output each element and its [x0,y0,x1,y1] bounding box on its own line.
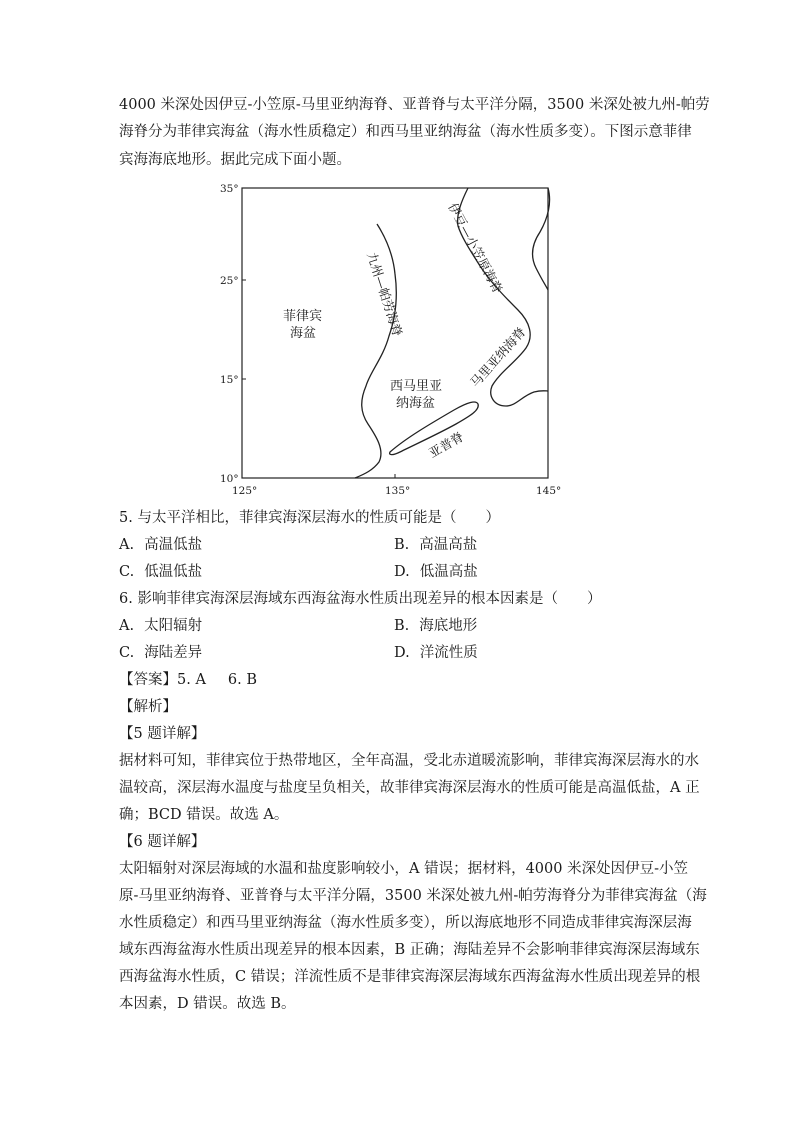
label-west-mariana-2: 纳海盆 [396,396,436,411]
izu-mariana-ridge-line [458,188,548,406]
intro-line-1: 4000 米深处因伊豆-小笠原-马里亚纳海脊、亚普脊与太平洋分隔，3500 米深处被九州-帕劳 [119,97,710,113]
answer-q6: 6. B [227,672,258,688]
detail-5-line-3: 确；BCD 错误。故选 A。 [119,807,289,823]
q6-option-d[interactable] [394,643,478,663]
pacific-side-line [533,188,550,290]
q6-option-c-text: 海陆差异 [144,645,203,661]
label-philippine-basin-2: 海盆 [290,326,317,341]
label-kyushu-palau-ridge: 九州—帕劳海脊 [364,250,406,339]
q6-option-c[interactable] [119,643,202,663]
label-philippine-basin-1: 菲律宾 [283,309,323,324]
answer-tag: 【答案】 [119,672,177,688]
analysis-tag: 【解析】 [119,699,177,715]
intro-line-2: 海脊分为菲律宾海盆（海水性质稳定）和西马里亚纳海盆（海水性质多变）。下图示意菲律 [119,124,692,140]
q5-option-b-text: 高温高盐 [419,537,478,553]
x-tick-125: 125° [232,485,258,497]
detail-6-line-4: 域东西海盆海水性质出现差异的根本因素，B 正确；海陆差异不会影响菲律宾海深层海域东 [119,942,700,958]
intro-line-3: 宾海海底地形。据此完成下面小题。 [119,152,351,168]
y-tick-15: 15° [220,374,239,386]
label-yap-ridge: 亚普脊 [426,428,466,461]
q6-option-a-label: A. [119,618,135,634]
q6-option-b-label: B. [394,618,410,634]
label-mariana-ridge: 马里亚纳海脊 [467,324,529,391]
label-izu-ogasawara-ridge: 伊豆—小笠原海脊 [445,200,506,296]
detail-6-line-2: 原-马里亚纳海脊、亚普脊与太平洋分隔，3500 米深处被九州-帕劳海脊分为菲律宾海盆（海 [119,888,707,904]
q6-option-c-label: C. [119,645,135,661]
q6-option-d-label: D. [394,645,410,661]
q5-option-c[interactable] [119,562,202,582]
question-5-stem: 5. 与太平洋相比，菲律宾海深层海水的性质可能是（ ） [119,510,500,526]
q6-option-d-text: 洋流性质 [419,645,478,661]
detail-5-tag: 【5 题详解】 [119,726,206,742]
q5-option-d-label: D. [394,564,410,580]
q5-option-c-text: 低温低盐 [144,564,203,580]
q5-option-b[interactable] [394,535,477,555]
y-tick-35: 35° [220,183,239,195]
y-tick-25: 25° [220,275,239,287]
q6-option-b-text: 海底地形 [419,618,478,634]
question-6-stem: 6. 影响菲律宾海深层海域东西海盆海水性质出现差异的根本因素是（ ） [119,591,602,607]
q5-option-d[interactable] [394,562,478,582]
q5-option-d-text: 低温高盐 [419,564,478,580]
detail-6-line-5: 西海盆海水性质，C 错误；洋流性质不是菲律宾海深层海域东西海盆海水性质出现差异的根 [119,969,701,985]
y-tick-10: 10° [220,473,239,485]
detail-6-line-1: 太阳辐射对深层海域的水温和盐度影响较小，A 错误；据材料，4000 米深处因伊豆-小笠 [119,861,688,877]
x-tick-145: 145° [536,485,562,497]
x-tick-135: 135° [385,485,411,497]
detail-6-tag: 【6 题详解】 [119,834,206,850]
answer-line [119,670,257,690]
q5-option-b-label: B. [394,537,410,553]
detail-5-line-2: 温较高，深层海水温度与盐度呈负相关，故菲律宾海深层海水的性质可能是高温低盐，A 正 [119,780,700,796]
answer-q5: 5. A [177,672,206,688]
q6-option-a-text: 太阳辐射 [144,618,203,634]
detail-5-line-1: 据材料可知，菲律宾位于热带地区，全年高温，受北赤道暖流影响，菲律宾海深层海水的水 [119,753,699,769]
q6-option-a[interactable] [119,616,202,636]
q5-option-a-text: 高温低盐 [144,537,203,553]
q5-option-a[interactable] [119,535,202,555]
seafloor-map [210,176,570,498]
detail-6-line-6: 本因素，D 错误。故选 B。 [119,996,296,1012]
q5-option-c-label: C. [119,564,135,580]
q6-option-b[interactable] [394,616,477,636]
detail-6-line-3: 水性质稳定）和西马里亚纳海盆（海水性质多变），所以海底地形不同造成菲律宾海深层海 [119,915,692,931]
label-west-mariana-1: 西马里亚 [390,379,443,394]
q5-option-a-label: A. [119,537,135,553]
